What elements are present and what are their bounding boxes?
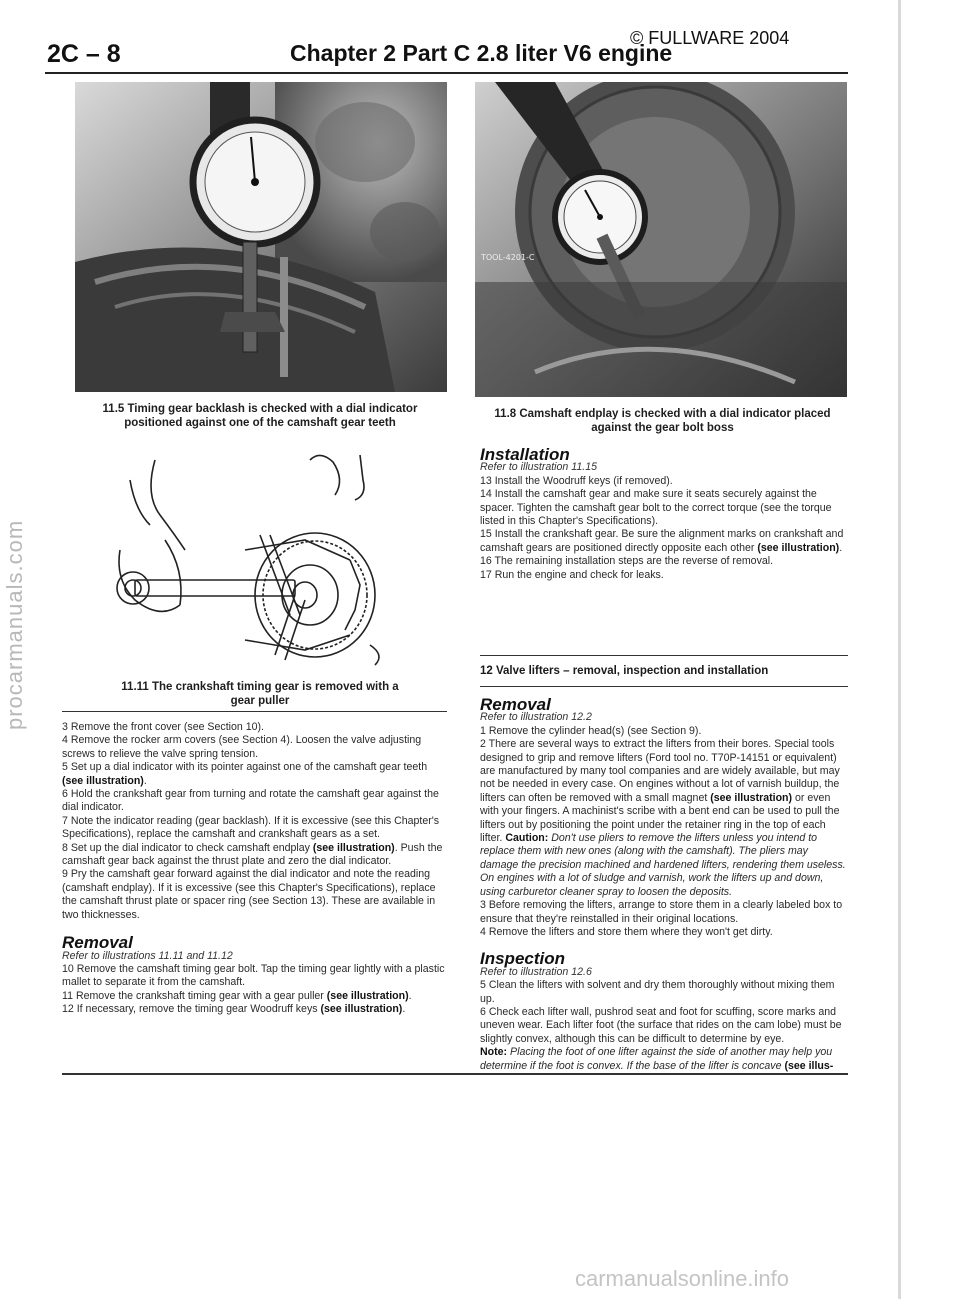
- section-12-bottom-rule: [480, 686, 848, 687]
- copyright-notice: © FULLWARE 2004: [630, 28, 790, 48]
- photo-timing-gear-backlash: [75, 82, 447, 392]
- caution-text: Don't use pliers to remove the lifters unless you intend to replace them with new ones (along with the camshaft). The pliers may damage the precision machined and hardened lifters, rendering them useless. On engines with a lot of sludge and varnish, work the lifters up and down, using carburetor cleaner spray to loosen the deposits.: [480, 832, 846, 898]
- section-12-top-rule: [480, 655, 848, 656]
- removal-heading-right: Removal: [480, 695, 551, 714]
- caption-11-11-line1: 11.11 The crankshaft timing gear is removed with a: [121, 681, 399, 693]
- page-edge-shadow: [898, 0, 901, 1299]
- lifter-step-3: 3 Before removing the lifters, arrange to store them in a clearly labeled box to ensure that they're reinstalled in their original locations.: [480, 899, 843, 925]
- watermark-bottom: carmanualsonline.info: [575, 1266, 790, 1291]
- step-15-end: .: [839, 541, 843, 554]
- step-5-end: .: [143, 774, 147, 787]
- caption-11-8-line2: against the gear bolt boss: [591, 422, 734, 434]
- step-17: 17 Run the engine and check for leaks.: [480, 568, 664, 581]
- step-4: 4 Remove the rocker arm covers (see Section 4). Loosen the valve adjusting screws to relieve the valve spring tension.: [62, 734, 422, 760]
- lifter-step-1: 1 Remove the cylinder head(s) (see Section 9).: [480, 724, 702, 737]
- caption-11-5-line2: positioned against one of the camshaft gear teeth: [124, 417, 396, 429]
- caution-label: Caution:: [505, 832, 549, 845]
- step-11-text: 11 Remove the crankshaft timing gear with a gear puller: [62, 989, 327, 1002]
- step-8-text: 8 Set up the dial indicator to check camshaft endplay: [62, 841, 313, 854]
- step-15-ref: (see illustration): [757, 541, 840, 554]
- note-text: Placing the foot of one lifter against the side of another may help you determine if the foot is convex. If the base of the lifter is concave: [480, 1046, 833, 1072]
- removal-heading-left: Removal: [62, 933, 133, 953]
- left-column-text: [62, 721, 447, 1017]
- step-13: 13 Install the Woodruff keys (if removed).: [480, 474, 673, 487]
- left-column-rule: [62, 711, 447, 712]
- note-label: Note:: [480, 1046, 508, 1059]
- tool-label: TOOL-4201-C: [481, 253, 535, 262]
- step-6: 6 Hold the crankshaft gear from turning and rotate the camshaft gear against the dial indicator.: [62, 788, 439, 814]
- section-12-title: 12 Valve lifters – removal, inspection and installation: [480, 665, 769, 677]
- step-10: 10 Remove the camshaft timing gear bolt. Tap the timing gear lightly with a plastic mallet to separate it from the camshaft.: [62, 962, 445, 989]
- step-5: [62, 761, 447, 788]
- inspection-heading: Inspection: [480, 949, 566, 969]
- chapter-title: Chapter 2 Part C 2.8 liter V6 engine: [290, 40, 673, 66]
- caption-11-11: [75, 680, 445, 708]
- removal-ref-right: Refer to illustration 12.2: [480, 711, 592, 724]
- step-9: 9 Pry the camshaft gear forward against the dial indicator and note the reading (camshaft endplay). If it is excessive (see this Chapter's Specifications), replace the camshaft thrust plate or spacer ring (see Section 13). These are available in two thicknesses.: [62, 868, 436, 921]
- page-number: 2C – 8: [47, 40, 121, 68]
- right-column-lifters: [480, 695, 848, 1073]
- lifter-step-4: 4 Remove the lifters and store them where they won't get dirty.: [480, 925, 773, 938]
- step-7: 7 Note the indicator reading (gear backlash). If it is excessive (see this Chapter's Specifications), replace the camshaft and crankshaft gears as a set.: [62, 814, 440, 841]
- inspection-note: [480, 1046, 848, 1073]
- lifter-step-2-ref: (see illustration): [710, 791, 793, 804]
- caption-11-8: [470, 407, 855, 435]
- step-8-ref: (see illustration): [312, 841, 395, 854]
- step-12: [62, 1003, 447, 1016]
- lifter-step-2-text: 2 There are several ways to extract the lifters from their bores. Special tools designed to grip and remove lifters (Ford tool no. T70P-14151 or equivalent) are manufactured by many tool companies and are widely available, but may not be needed in every case. On engines without a lot of varnish buildup, the lifters can often be removed with a small magnet: [480, 738, 840, 804]
- installation-heading: Installation: [480, 445, 570, 464]
- photo-camshaft-endplay: [475, 82, 847, 397]
- removal-ref-left: Refer to illustrations 11.11 and 11.12: [62, 949, 233, 962]
- right-column-installation: [480, 445, 848, 582]
- footer-rule: [62, 1073, 848, 1075]
- installation-ref: Refer to illustration 11.15: [480, 461, 597, 474]
- inspection-step-5: 5 Clean the lifters with solvent and dry them thoroughly without mixing them up.: [480, 979, 835, 1005]
- step-11: [62, 990, 447, 1003]
- illustration-gear-puller: [105, 440, 405, 670]
- step-8: [62, 842, 447, 869]
- caption-11-5-line1: 11.5 Timing gear backlash is checked with a dial indicator: [102, 403, 418, 415]
- dial-indicator-photo-2: [475, 82, 847, 397]
- step-11-end: .: [408, 989, 412, 1002]
- step-5-ref: (see illustration): [62, 774, 144, 787]
- lifter-step-2-mid: or even with your fingers. A machinist's scribe with a bent end can be used to pull the lifters out by positioning the point under the retainer ring in the top of each lifter.: [480, 791, 840, 845]
- header-rule: [45, 72, 848, 74]
- step-5-text: 5 Set up a dial indicator with its pointer against one of the camshaft gear teeth: [62, 761, 428, 774]
- step-12-ref: (see illustration): [320, 1003, 403, 1016]
- step-16: 16 The remaining installation steps are the reverse of removal.: [480, 555, 774, 568]
- step-12-text: 12 If necessary, remove the timing gear Woodruff keys: [62, 1003, 321, 1016]
- lifter-step-2: [480, 738, 848, 899]
- watermark-left: procarmanuals.com: [2, 519, 27, 730]
- step-14: 14 Install the camshaft gear and make sure it seats securely against the spacer. Tighten the camshaft gear bolt to the correct torque (see the torque listed in this Chapter's Specifications).: [480, 488, 832, 528]
- caption-11-11-line2: gear puller: [230, 695, 290, 707]
- step-11-ref: (see illustration): [326, 989, 409, 1002]
- caption-11-5: [60, 402, 460, 430]
- note-ref: (see illus-: [781, 1059, 834, 1072]
- step-15: [480, 528, 848, 555]
- gear-puller-drawing: [105, 440, 405, 670]
- inspection-ref: Refer to illustration 12.6: [480, 965, 592, 978]
- step-3: 3 Remove the front cover (see Section 10).: [62, 721, 264, 733]
- step-15-text: 15 Install the crankshaft gear. Be sure the alignment marks on crankshaft and camshaft gears are positioned directly opposite each other: [480, 528, 844, 554]
- dial-indicator-photo-1: [75, 82, 447, 392]
- step-8-end: . Push the camshaft gear back against the thrust plate and zero the dial indicator.: [62, 841, 443, 868]
- caption-11-8-line1: 11.8 Camshaft endplay is checked with a dial indicator placed: [494, 408, 831, 420]
- inspection-step-6: 6 Check each lifter wall, pushrod seat and foot for scuffing, score marks and uneven wear. Each lifter foot (the surface that rides on the cam lobe) must be slightly convex, although this can be difficult to determine by eye.: [480, 1005, 842, 1045]
- step-12-end: .: [402, 1003, 406, 1016]
